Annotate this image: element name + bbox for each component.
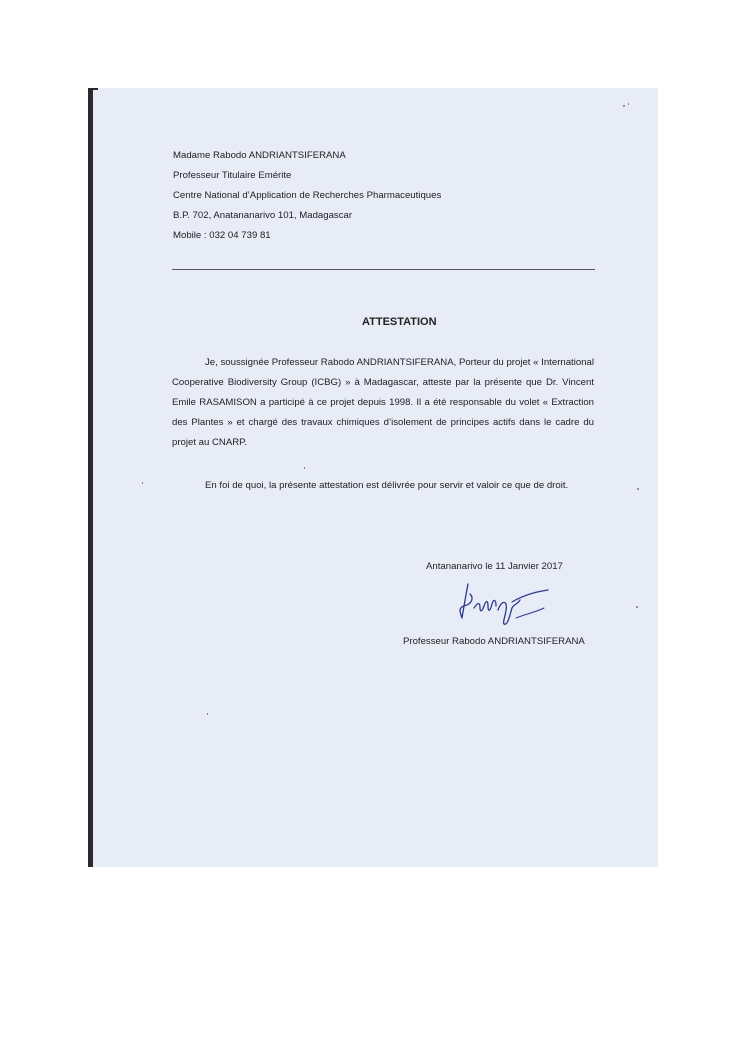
scan-speck: [637, 488, 639, 490]
sender-organization: Centre National d’Application de Recherches Pharmaceutiques: [173, 190, 442, 201]
scan-speck: [142, 482, 143, 484]
handwritten-signature: [450, 578, 560, 630]
scan-speck: [304, 467, 305, 469]
place-date: Antananarivo le 11 Janvier 2017: [426, 561, 563, 572]
sender-address: B.P. 702, Anatananarivo 101, Madagascar: [173, 210, 353, 221]
scan-edge-top: [88, 88, 98, 90]
header-divider: [172, 269, 595, 270]
body-paragraph-1: Je, soussignée Professeur Rabodo ANDRIANTSIFERANA, Porteur du projet « International Cooperative Biodiversity Group (ICBG) » à Madagascar, atteste par la présente que Dr. Vincent Emile RASAMISON a participé à ce projet depuis 1998. Il a été responsable du volet « Extraction des Plantes » et chargé des travaux chimiques d’isolement de principes actifs dans le cadre du projet au CNARP.: [172, 357, 594, 448]
scan-speck: [623, 105, 625, 107]
scan-speck: [207, 713, 208, 715]
signatory-name: Professeur Rabodo ANDRIANTSIFERANA: [403, 636, 585, 647]
scan-speck: [628, 103, 629, 105]
sender-mobile: Mobile : 032 04 739 81: [173, 230, 271, 241]
document-title: ATTESTATION: [362, 316, 437, 328]
scan-speck: [636, 606, 638, 608]
body-paragraph-2: En foi de quoi, la présente attestation est délivrée pour servir et valoir ce que de droit.: [205, 480, 569, 491]
sender-position: Professeur Titulaire Emérite: [173, 170, 292, 181]
sender-name: Madame Rabodo ANDRIANTSIFERANA: [173, 150, 346, 161]
scan-edge: [88, 88, 93, 867]
